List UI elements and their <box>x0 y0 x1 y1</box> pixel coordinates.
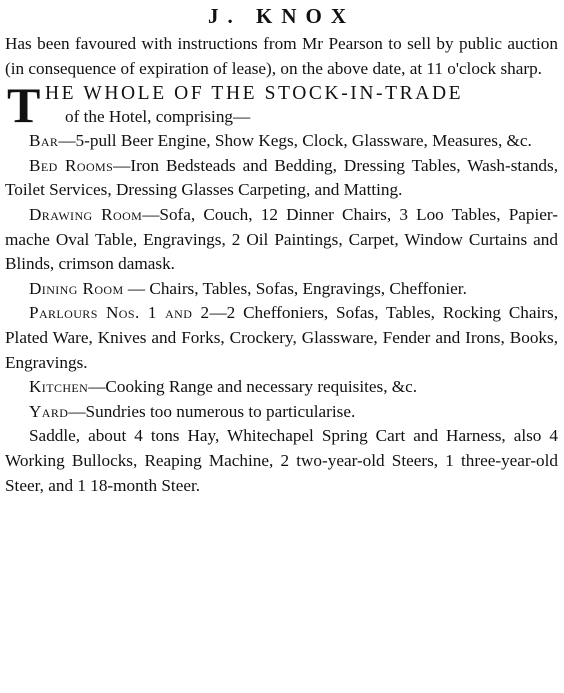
section-text: —Sundries too numerous to particularise. <box>68 401 356 421</box>
section-bed-rooms <box>5 154 558 203</box>
section-label: Dining Room <box>29 278 124 298</box>
section-text: —2 Cheffoniers, Sofas, Tables, Rocking Chairs, Plated Ware, Knives and Forks, Crockery, Glassware, Fender and Irons, Books, Engravings. <box>5 303 558 372</box>
section-label: Yard <box>29 401 69 421</box>
section-label: Parlours Nos. 1 and 2 <box>29 303 210 323</box>
section-label: Kitchen <box>29 377 89 397</box>
auctioneer-heading: J. KNOX <box>208 4 355 28</box>
section-dining-room <box>5 277 558 302</box>
section-text: —Sofa, Couch, 12 Dinner Chairs, 3 Loo Tables, Papier-mache Oval Table, Engravings, 2 Oil Paintings, Carpet, Window Curtains and Blinds, crimson damask. <box>5 204 558 274</box>
stock-subheading: of the Hotel, comprising— <box>65 107 251 127</box>
section-text: —Iron Bedsteads and Bedding, Dressing Tables, Wash-stands, Toilet Services, Dressing Glasses Carpeting, and Matting. <box>5 155 558 200</box>
stock-heading <box>5 77 558 134</box>
section-bar <box>5 129 558 154</box>
section-yard <box>5 400 558 425</box>
section-kitchen <box>5 375 558 400</box>
section-text: — Chairs, Tables, Sofas, Engravings, Cheffonier. <box>123 278 467 298</box>
section-label: Bar <box>29 131 59 151</box>
closing-paragraph: Saddle, about 4 tons Hay, Whitechapel Spring Cart and Harness, also 4 Working Bullocks, Reaping Machine, 2 two-year-old Steers, 1 three-year-old Steer, and 1 18-month Steer. <box>5 426 558 495</box>
section-label: Drawing Room <box>29 204 143 224</box>
stock-heading-line: HE WHOLE OF THE STOCK-IN-TRADE <box>45 83 464 105</box>
section-drawing-room <box>5 203 558 277</box>
drop-cap: T <box>7 77 41 134</box>
intro-paragraph: Has been favoured with instructions from Mr Pearson to sell by public auction (in consequence of expiration of lease), on the above date, at 11 o'clock sharp. <box>5 34 558 78</box>
section-text: —5-pull Beer Engine, Show Kegs, Clock, Glassware, Measures, &c. <box>58 131 532 151</box>
section-parlours <box>5 301 558 375</box>
section-text: —Cooking Range and necessary requisites, &c. <box>88 377 418 397</box>
section-label: Bed Rooms <box>29 155 114 175</box>
